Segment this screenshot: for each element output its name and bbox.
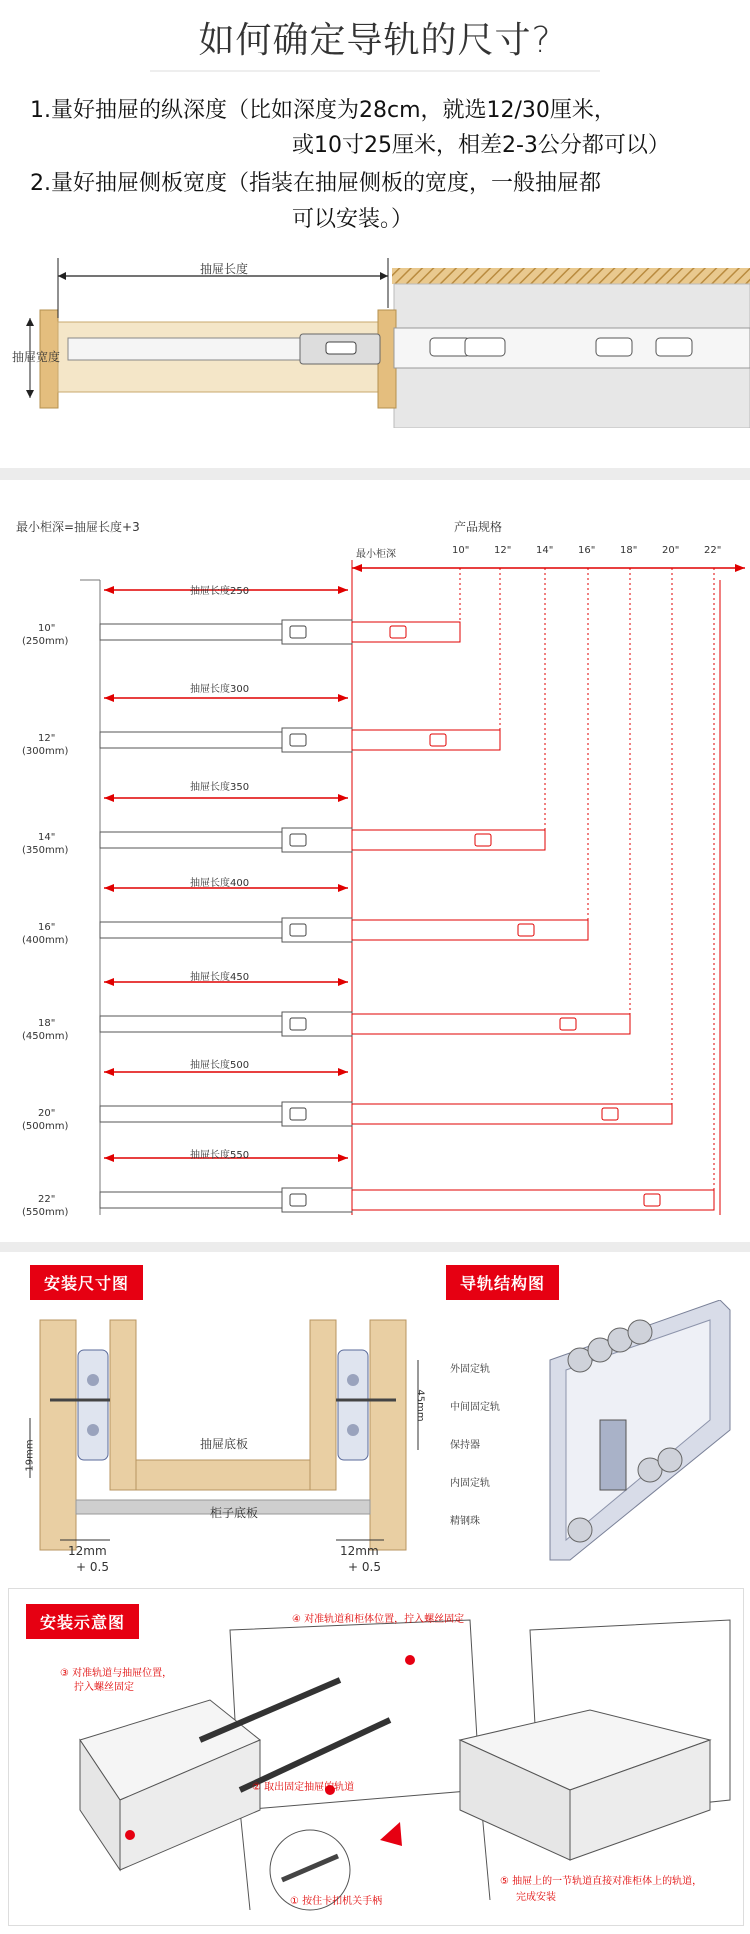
label-outer-rail: 外固定轨 [450, 1364, 490, 1375]
drawer-length-label: 抽屉长度 [200, 262, 249, 276]
row-mm-250: (250mm) [22, 636, 69, 647]
right-gap: 12mm [340, 1544, 379, 1558]
row-mm-450: (450mm) [22, 1031, 69, 1042]
row-mm-350: (350mm) [22, 845, 69, 856]
section-divider-1 [0, 468, 750, 480]
label-steel-ball: 精钢珠 [450, 1516, 480, 1527]
right-tol: + 0.5 [348, 1560, 381, 1574]
install-dims-tag: 安装尺寸图 [30, 1265, 143, 1300]
instruction-1-cont: 或10寸25厘米，相差2-3公分都可以） [292, 133, 670, 158]
instruction-2-cont: 可以安装。） [292, 207, 414, 232]
row-length-550: 抽屉长度550 [190, 1150, 250, 1161]
step-3a: ③ 对准轨道与抽屉位置， [60, 1668, 173, 1679]
dim-45mm: 45mm [414, 1389, 426, 1422]
label-middle-rail: 中间固定轨 [450, 1402, 500, 1413]
step-3b: 拧入螺丝固定 [74, 1682, 134, 1693]
row-size-14: 14" [38, 832, 56, 843]
drawer-bottom-label: 抽屉底板 [200, 1437, 249, 1451]
left-gap: 12mm [68, 1544, 107, 1558]
instruction-2: 2.量好抽屉侧板宽度（指装在抽屉侧板的宽度，一般抽屉都 [30, 171, 601, 196]
min-depth-label: 最小柜深 [356, 549, 396, 560]
spec-tick-22: 22" [704, 545, 722, 556]
step-5b: 完成安装 [516, 1892, 556, 1903]
step-1: ① 按住卡扣机关手柄 [290, 1896, 383, 1907]
rail-extension [352, 920, 588, 940]
row-size-12: 12" [38, 733, 56, 744]
rail-extension [352, 1104, 672, 1124]
row-mm-300: (300mm) [22, 746, 69, 757]
label-inner-rail: 内固定轨 [450, 1478, 490, 1489]
structure-tag: 导轨结构图 [446, 1265, 559, 1300]
spec-ticks [0, 540, 750, 560]
dim-19mm: 19mm [24, 1439, 36, 1472]
cabinet-bottom-label: 柜子底板 [210, 1506, 259, 1520]
title-underline [150, 70, 600, 72]
spec-tick-14: 14" [536, 545, 554, 556]
spec-header: 产品规格 [454, 520, 503, 534]
instruction-1: 1.量好抽屉的纵深度（比如深度为28cm，就选12/30厘米， [30, 98, 616, 123]
row-mm-550: (550mm) [22, 1207, 69, 1218]
rail-structure-graphic [440, 1300, 740, 1570]
drawer-length-diagram [0, 248, 750, 428]
row-size-22: 22" [38, 1194, 56, 1205]
row-length-500: 抽屉长度500 [190, 1060, 250, 1071]
formula-label: 最小柜深=抽屉长度+3 [16, 520, 140, 534]
row-mm-500: (500mm) [22, 1121, 69, 1132]
label-retainer: 保持器 [450, 1440, 480, 1451]
drawer-width-label: 抽屉宽度 [12, 350, 61, 364]
install-guide-tag: 安装示意图 [26, 1604, 139, 1639]
install-guide-graphic [10, 1590, 740, 1920]
spec-tick-12: 12" [494, 545, 512, 556]
spec-tick-10: 10" [452, 545, 470, 556]
row-length-450: 抽屉长度450 [190, 972, 250, 983]
spec-tick-20: 20" [662, 545, 680, 556]
row-mm-400: (400mm) [22, 935, 69, 946]
step-2: ② 取出固定抽屉的轨道 [252, 1782, 355, 1793]
left-tol: + 0.5 [76, 1560, 109, 1574]
row-length-400: 抽屉长度400 [190, 878, 250, 889]
row-length-300: 抽屉长度300 [190, 684, 250, 695]
step-5a: ⑤ 抽屉上的一节轨道直接对准柜体上的轨道， [500, 1876, 703, 1887]
spec-tick-16: 16" [578, 545, 596, 556]
rail-extension [352, 830, 545, 850]
page-title: 如何确定导轨的尺寸? [198, 20, 552, 61]
step-4: ④ 对准轨道和柜体位置，拧入螺丝固定 [292, 1614, 465, 1625]
rail-extension [352, 730, 500, 750]
row-size-10: 10" [38, 623, 56, 634]
section-divider-2 [0, 1242, 750, 1252]
row-size-18: 18" [38, 1018, 56, 1029]
rail-extension [352, 1014, 630, 1034]
row-length-250: 抽屉长度250 [190, 586, 250, 597]
spec-tick-18: 18" [620, 545, 638, 556]
row-length-350: 抽屉长度350 [190, 782, 250, 793]
row-size-16: 16" [38, 922, 56, 933]
size-chart-rows [0, 560, 350, 1230]
row-size-20: 20" [38, 1108, 56, 1119]
